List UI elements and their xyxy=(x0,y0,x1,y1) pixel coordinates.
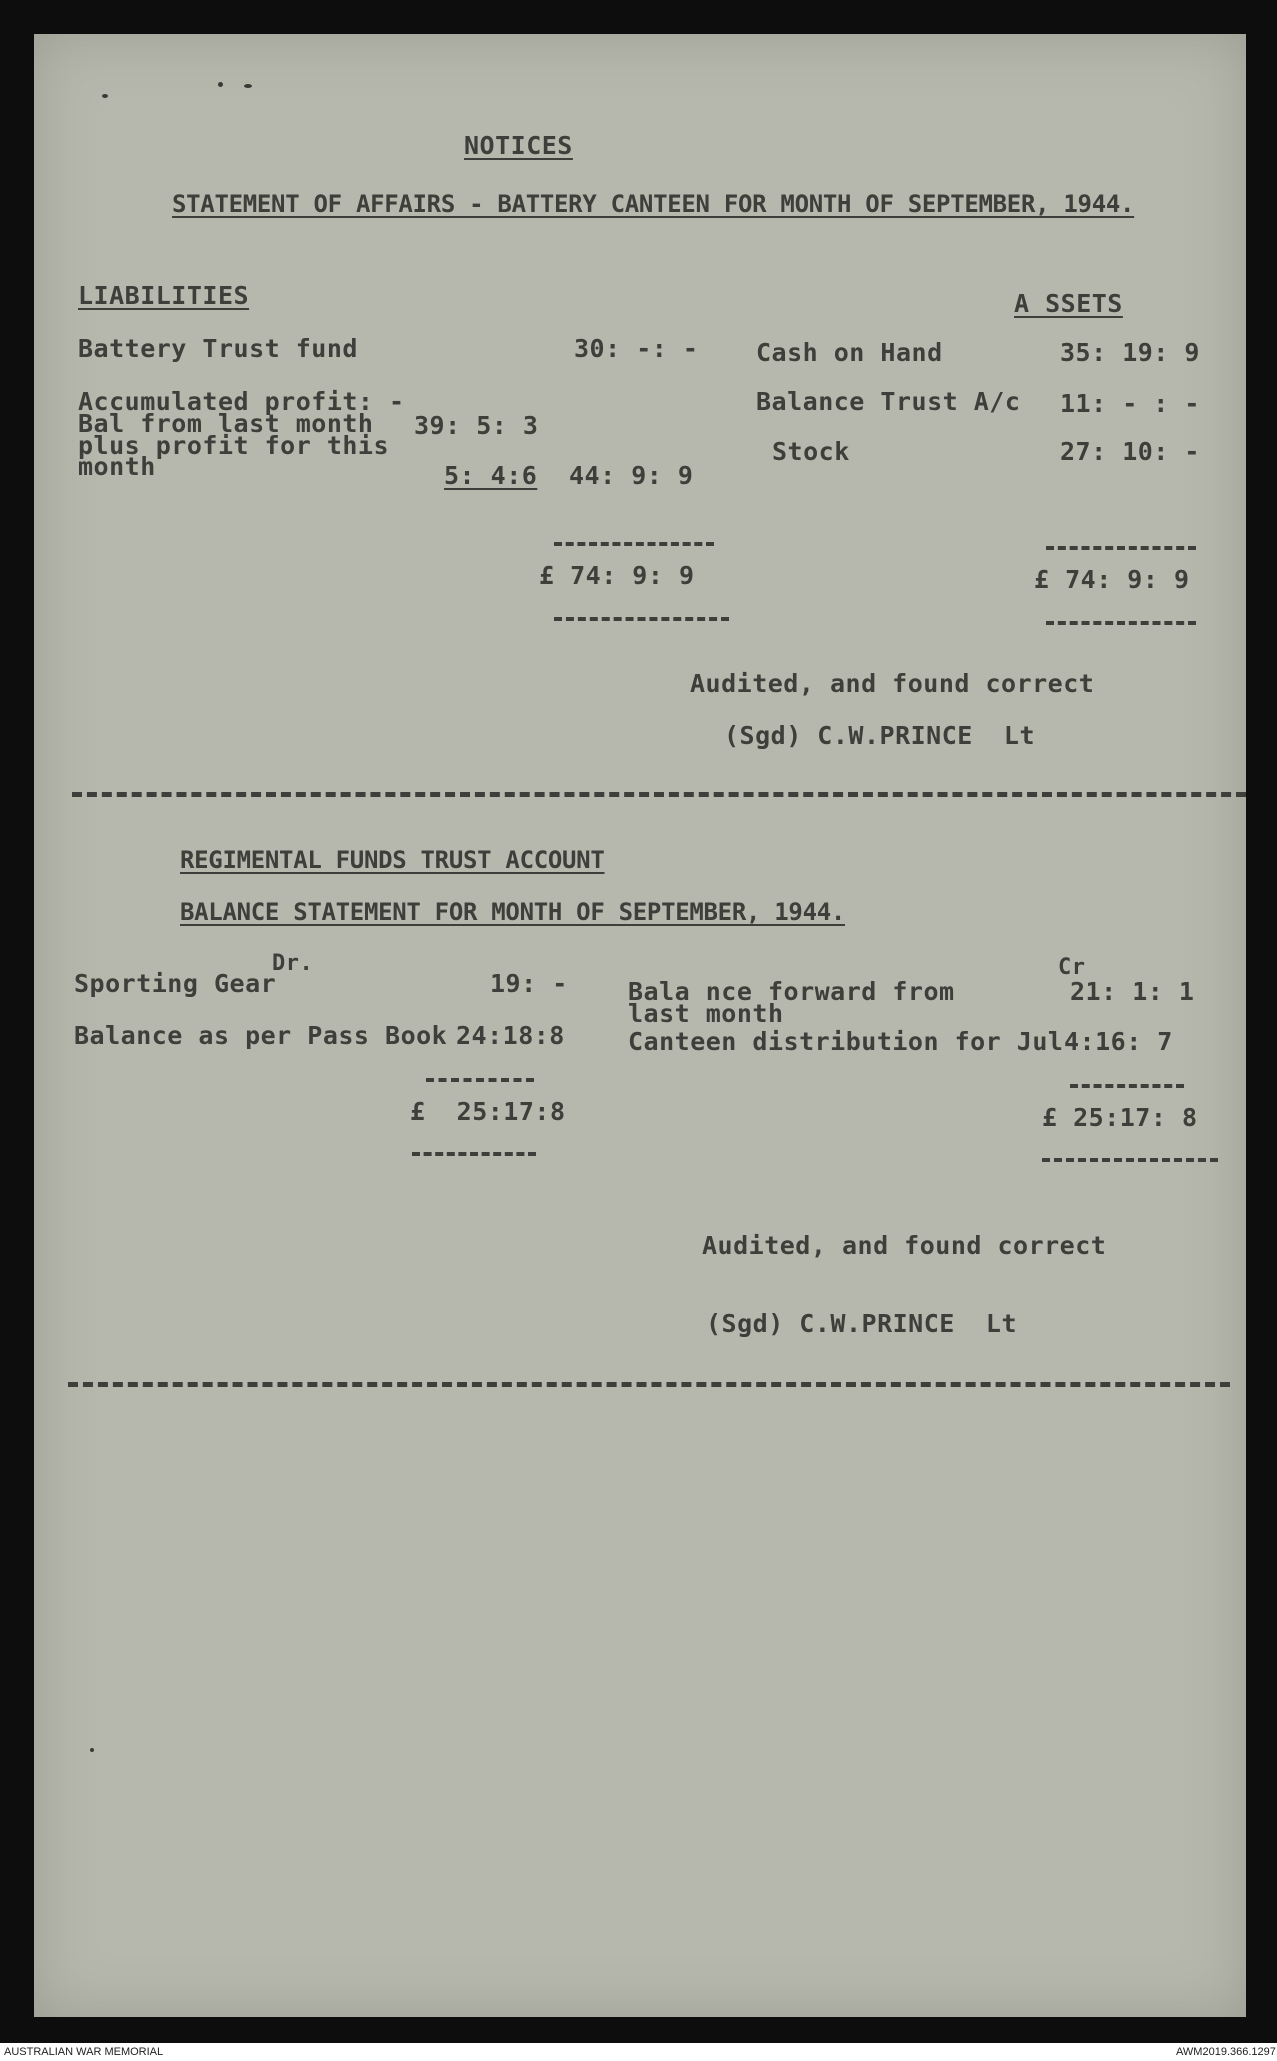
balance-pass-book-amount: 24:18:8 xyxy=(456,1021,565,1050)
liabilities-heading: LIABILITIES xyxy=(78,281,250,310)
assets-total-rule-bottom xyxy=(1046,621,1196,625)
liabilities-total-rule-bottom xyxy=(554,617,729,621)
balance-forward-amount: 21: 1: 1 xyxy=(1070,977,1195,1006)
balance-trust-amount: 11: - : - xyxy=(1060,389,1200,418)
debit-total-rule-top xyxy=(426,1078,534,1082)
balance-forward-label-2: last month xyxy=(628,999,784,1028)
assets-heading: A SSETS xyxy=(1014,289,1123,318)
debit-total: £ 25:17:8 xyxy=(410,1097,566,1126)
ink-speck xyxy=(244,84,252,88)
accumulated-profit-label: Accumulated profit: - xyxy=(78,387,405,416)
section-divider-1 xyxy=(72,792,1246,797)
credit-heading: Cr xyxy=(1058,955,1086,980)
balance-forward-label-1: Bala nce forward from xyxy=(628,977,955,1006)
audit-signature-2: (Sgd) C.W.PRINCE Lt xyxy=(706,1309,1018,1338)
audit-note-1: Audited, and found correct xyxy=(690,669,1095,698)
cash-on-hand-label: Cash on Hand xyxy=(756,338,943,367)
credit-total-rule-bottom xyxy=(1042,1158,1218,1162)
notices-heading: NOTICES xyxy=(464,131,573,160)
ink-speck xyxy=(102,94,108,98)
sporting-gear-label: Sporting Gear xyxy=(74,969,277,998)
typewritten-page xyxy=(34,34,1246,2017)
debit-total-rule-bottom xyxy=(412,1152,536,1156)
battery-trust-fund-amount: 30: -: - xyxy=(574,334,699,363)
canteen-distribution-amount: 4:16: 7 xyxy=(1064,1027,1173,1056)
debit-heading: Dr. xyxy=(272,951,314,976)
archive-credit: AUSTRALIAN WAR MEMORIAL xyxy=(4,2046,164,2058)
assets-total-rule-top xyxy=(1046,546,1196,550)
cash-on-hand-amount: 35: 19: 9 xyxy=(1060,338,1200,367)
profit-this-month-label-1: plus profit for this xyxy=(78,431,390,460)
ink-speck xyxy=(90,1748,94,1752)
profit-this-month-amount: 5: 4:6 xyxy=(444,461,538,490)
balance-trust-label: Balance Trust A/c xyxy=(756,387,1021,416)
section2-title-1: REGIMENTAL FUNDS TRUST ACCOUNT xyxy=(180,846,605,874)
assets-total: £ 74: 9: 9 xyxy=(1034,565,1190,594)
balance-pass-book-label: Balance as per Pass Book xyxy=(74,1021,448,1050)
accumulated-profit-total: 44: 9: 9 xyxy=(569,461,694,490)
stock-label: Stock xyxy=(772,437,850,466)
archive-reference: AWM2019.366.1297 xyxy=(1176,2046,1276,2058)
sporting-gear-amount: 19: - xyxy=(490,969,568,998)
audit-signature-1: (Sgd) C.W.PRINCE Lt xyxy=(724,721,1036,750)
liabilities-total-rule-top xyxy=(554,542,714,546)
stock-amount: 27: 10: - xyxy=(1060,437,1200,466)
bal-last-month-amount: 39: 5: 3 xyxy=(414,411,539,440)
profit-this-month-label-2: month xyxy=(78,452,156,481)
battery-trust-fund-label: Battery Trust fund xyxy=(78,334,358,363)
credit-total: £ 25:17: 8 xyxy=(1042,1103,1198,1132)
bal-last-month-label: Bal from last month xyxy=(78,409,374,438)
canteen-distribution-label: Canteen distribution for Jul xyxy=(628,1027,1064,1056)
audit-note-2: Audited, and found correct xyxy=(702,1231,1107,1260)
ink-speck xyxy=(218,82,223,87)
section2-title-2: BALANCE STATEMENT FOR MONTH OF SEPTEMBER, 1944. xyxy=(180,898,846,926)
liabilities-total: £ 74: 9: 9 xyxy=(539,561,695,590)
credit-total-rule-top xyxy=(1070,1084,1184,1088)
section-divider-2 xyxy=(68,1382,1230,1387)
section1-title: STATEMENT OF AFFAIRS - BATTERY CANTEEN FOR MONTH OF SEPTEMBER, 1944. xyxy=(172,190,1135,218)
